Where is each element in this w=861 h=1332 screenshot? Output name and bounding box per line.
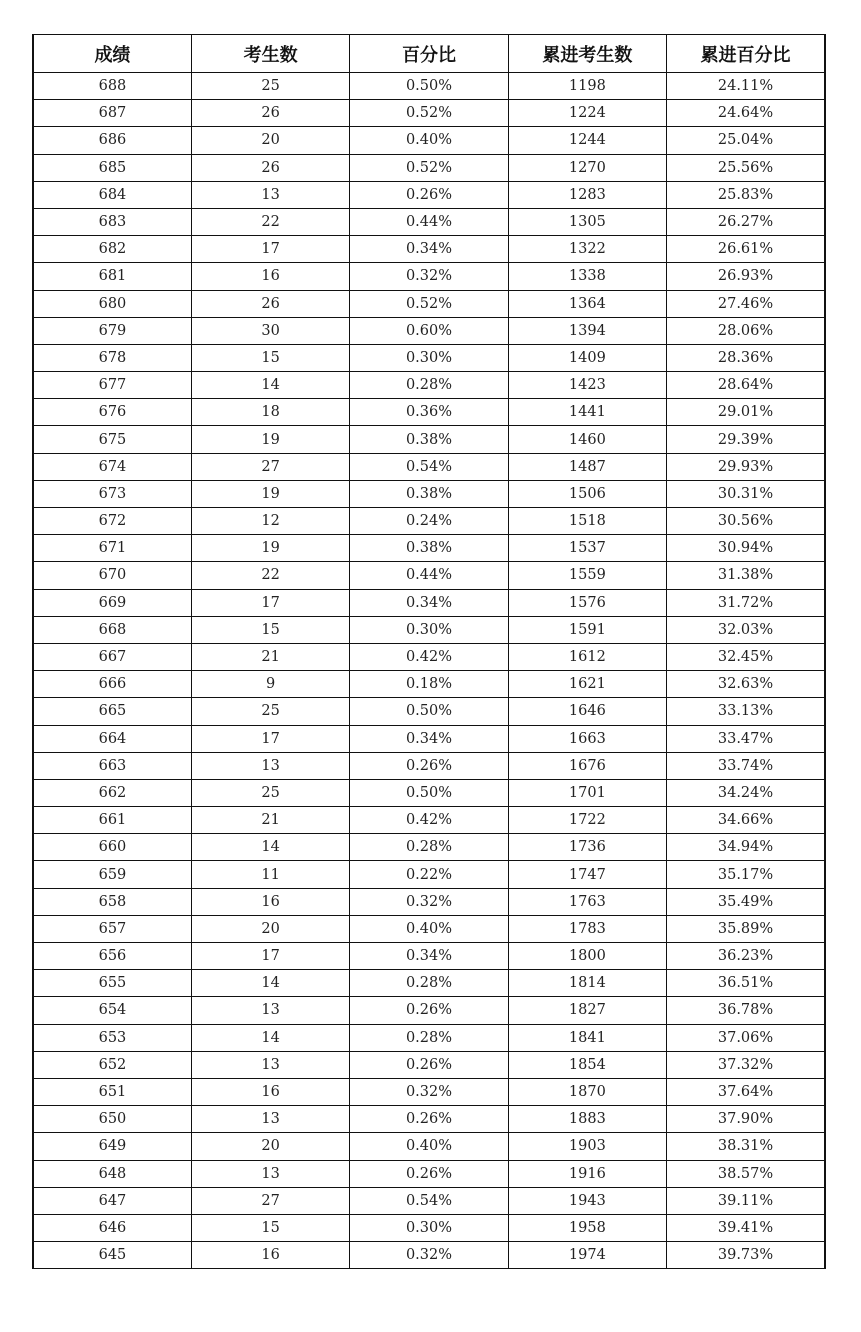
- count-cell: 13: [191, 1106, 349, 1133]
- table-row: [33, 1133, 825, 1160]
- count-cell: 25: [191, 73, 349, 100]
- cumulative-percent-cell: 33.47%: [667, 725, 825, 752]
- cumulative-percent-cell: 36.51%: [667, 970, 825, 997]
- percent-cell: 0.26%: [350, 1160, 508, 1187]
- percent-cell: 0.50%: [350, 73, 508, 100]
- cumulative-percent-cell: 39.73%: [667, 1242, 825, 1269]
- cumulative-count-cell: 1338: [508, 263, 666, 290]
- cumulative-count-cell: 1870: [508, 1078, 666, 1105]
- count-cell: 14: [191, 372, 349, 399]
- cumulative-count-cell: 1676: [508, 752, 666, 779]
- count-cell: 27: [191, 1187, 349, 1214]
- percent-cell: 0.42%: [350, 807, 508, 834]
- cumulative-percent-cell: 34.66%: [667, 807, 825, 834]
- table-row: [33, 1214, 825, 1241]
- score-cell: 656: [33, 943, 191, 970]
- cumulative-count-cell: 1800: [508, 943, 666, 970]
- percent-cell: 0.28%: [350, 372, 508, 399]
- table-row: [33, 915, 825, 942]
- cumulative-percent-cell: 33.13%: [667, 698, 825, 725]
- score-cell: 672: [33, 508, 191, 535]
- table-row: [33, 508, 825, 535]
- cumulative-percent-cell: 37.32%: [667, 1051, 825, 1078]
- table-row: [33, 372, 825, 399]
- cumulative-count-cell: 1460: [508, 426, 666, 453]
- cumulative-percent-cell: 26.27%: [667, 208, 825, 235]
- cumulative-count-cell: 1722: [508, 807, 666, 834]
- table-row: [33, 535, 825, 562]
- table-row: [33, 181, 825, 208]
- score-cell: 657: [33, 915, 191, 942]
- cumulative-percent-cell: 28.36%: [667, 344, 825, 371]
- cumulative-count-cell: 1506: [508, 480, 666, 507]
- cumulative-percent-cell: 32.63%: [667, 671, 825, 698]
- percent-cell: 0.26%: [350, 752, 508, 779]
- count-cell: 16: [191, 1078, 349, 1105]
- cumulative-percent-cell: 36.23%: [667, 943, 825, 970]
- count-cell: 21: [191, 643, 349, 670]
- count-cell: 22: [191, 562, 349, 589]
- score-cell: 667: [33, 643, 191, 670]
- count-cell: 13: [191, 752, 349, 779]
- count-cell: 14: [191, 834, 349, 861]
- cumulative-count-cell: 1198: [508, 73, 666, 100]
- cumulative-count-cell: 1576: [508, 589, 666, 616]
- percent-cell: 0.40%: [350, 915, 508, 942]
- score-cell: 675: [33, 426, 191, 453]
- cumulative-percent-cell: 34.24%: [667, 779, 825, 806]
- table-row: [33, 888, 825, 915]
- score-cell: 688: [33, 73, 191, 100]
- score-cell: 655: [33, 970, 191, 997]
- cumulative-count-cell: 1854: [508, 1051, 666, 1078]
- table-row: [33, 100, 825, 127]
- score-cell: 671: [33, 535, 191, 562]
- cumulative-percent-cell: 31.72%: [667, 589, 825, 616]
- cumulative-percent-cell: 31.38%: [667, 562, 825, 589]
- percent-cell: 0.26%: [350, 1051, 508, 1078]
- score-cell: 659: [33, 861, 191, 888]
- cumulative-percent-cell: 35.89%: [667, 915, 825, 942]
- score-cell: 687: [33, 100, 191, 127]
- count-cell: 26: [191, 100, 349, 127]
- cumulative-percent-cell: 34.94%: [667, 834, 825, 861]
- table-row: [33, 698, 825, 725]
- score-cell: 681: [33, 263, 191, 290]
- count-cell: 26: [191, 154, 349, 181]
- percent-cell: 0.28%: [350, 1024, 508, 1051]
- cumulative-count-cell: 1409: [508, 344, 666, 371]
- cumulative-count-cell: 1827: [508, 997, 666, 1024]
- percent-cell: 0.32%: [350, 1078, 508, 1105]
- count-cell: 19: [191, 480, 349, 507]
- cumulative-percent-cell: 29.01%: [667, 399, 825, 426]
- header-count: 考生数: [191, 35, 349, 73]
- score-cell: 666: [33, 671, 191, 698]
- percent-cell: 0.40%: [350, 1133, 508, 1160]
- cumulative-percent-cell: 28.64%: [667, 372, 825, 399]
- percent-cell: 0.30%: [350, 344, 508, 371]
- percent-cell: 0.24%: [350, 508, 508, 535]
- score-cell: 674: [33, 453, 191, 480]
- percent-cell: 0.28%: [350, 834, 508, 861]
- count-cell: 9: [191, 671, 349, 698]
- header-cumulative-percent: 累进百分比: [667, 35, 825, 73]
- table-row: [33, 426, 825, 453]
- cumulative-percent-cell: 33.74%: [667, 752, 825, 779]
- percent-cell: 0.18%: [350, 671, 508, 698]
- percent-cell: 0.44%: [350, 562, 508, 589]
- percent-cell: 0.60%: [350, 317, 508, 344]
- count-cell: 13: [191, 997, 349, 1024]
- percent-cell: 0.34%: [350, 725, 508, 752]
- percent-cell: 0.52%: [350, 290, 508, 317]
- count-cell: 13: [191, 1051, 349, 1078]
- percent-cell: 0.36%: [350, 399, 508, 426]
- score-cell: 686: [33, 127, 191, 154]
- header-cumulative-count: 累进考生数: [508, 35, 666, 73]
- table-row: [33, 1242, 825, 1269]
- count-cell: 14: [191, 970, 349, 997]
- cumulative-percent-cell: 39.41%: [667, 1214, 825, 1241]
- percent-cell: 0.44%: [350, 208, 508, 235]
- table-row: [33, 208, 825, 235]
- cumulative-count-cell: 1394: [508, 317, 666, 344]
- table-row: [33, 263, 825, 290]
- count-cell: 17: [191, 943, 349, 970]
- cumulative-count-cell: 1322: [508, 236, 666, 263]
- score-cell: 651: [33, 1078, 191, 1105]
- score-cell: 658: [33, 888, 191, 915]
- table-row: [33, 1106, 825, 1133]
- percent-cell: 0.54%: [350, 453, 508, 480]
- percent-cell: 0.22%: [350, 861, 508, 888]
- cumulative-count-cell: 1663: [508, 725, 666, 752]
- cumulative-count-cell: 1916: [508, 1160, 666, 1187]
- count-cell: 15: [191, 344, 349, 371]
- table-row: [33, 73, 825, 100]
- percent-cell: 0.28%: [350, 970, 508, 997]
- table-row: [33, 807, 825, 834]
- score-cell: 680: [33, 290, 191, 317]
- count-cell: 17: [191, 725, 349, 752]
- count-cell: 16: [191, 263, 349, 290]
- table-row: [33, 453, 825, 480]
- percent-cell: 0.52%: [350, 154, 508, 181]
- score-cell: 665: [33, 698, 191, 725]
- table-row: [33, 1160, 825, 1187]
- count-cell: 11: [191, 861, 349, 888]
- table-row: [33, 834, 825, 861]
- table-row: [33, 290, 825, 317]
- count-cell: 19: [191, 535, 349, 562]
- score-distribution-table: [32, 34, 826, 1269]
- count-cell: 25: [191, 779, 349, 806]
- percent-cell: 0.52%: [350, 100, 508, 127]
- count-cell: 26: [191, 290, 349, 317]
- table-row: [33, 1078, 825, 1105]
- table-row: [33, 725, 825, 752]
- table-row: [33, 589, 825, 616]
- count-cell: 14: [191, 1024, 349, 1051]
- cumulative-count-cell: 1763: [508, 888, 666, 915]
- cumulative-count-cell: 1883: [508, 1106, 666, 1133]
- cumulative-count-cell: 1270: [508, 154, 666, 181]
- score-cell: 647: [33, 1187, 191, 1214]
- cumulative-percent-cell: 25.56%: [667, 154, 825, 181]
- cumulative-percent-cell: 38.31%: [667, 1133, 825, 1160]
- percent-cell: 0.38%: [350, 480, 508, 507]
- table-row: [33, 861, 825, 888]
- count-cell: 22: [191, 208, 349, 235]
- cumulative-percent-cell: 38.57%: [667, 1160, 825, 1187]
- cumulative-percent-cell: 29.39%: [667, 426, 825, 453]
- score-cell: 679: [33, 317, 191, 344]
- count-cell: 19: [191, 426, 349, 453]
- cumulative-count-cell: 1283: [508, 181, 666, 208]
- table-body: [33, 73, 825, 1269]
- table-row: [33, 1051, 825, 1078]
- table-row: [33, 671, 825, 698]
- cumulative-percent-cell: 37.64%: [667, 1078, 825, 1105]
- score-cell: 684: [33, 181, 191, 208]
- cumulative-percent-cell: 25.83%: [667, 181, 825, 208]
- percent-cell: 0.26%: [350, 181, 508, 208]
- cumulative-count-cell: 1974: [508, 1242, 666, 1269]
- percent-cell: 0.50%: [350, 779, 508, 806]
- score-cell: 676: [33, 399, 191, 426]
- count-cell: 13: [191, 181, 349, 208]
- header-percent: 百分比: [350, 35, 508, 73]
- percent-cell: 0.26%: [350, 1106, 508, 1133]
- table-row: [33, 779, 825, 806]
- cumulative-percent-cell: 36.78%: [667, 997, 825, 1024]
- cumulative-count-cell: 1903: [508, 1133, 666, 1160]
- percent-cell: 0.38%: [350, 535, 508, 562]
- cumulative-percent-cell: 35.49%: [667, 888, 825, 915]
- cumulative-percent-cell: 37.06%: [667, 1024, 825, 1051]
- count-cell: 15: [191, 1214, 349, 1241]
- percent-cell: 0.50%: [350, 698, 508, 725]
- score-cell: 673: [33, 480, 191, 507]
- score-cell: 648: [33, 1160, 191, 1187]
- percent-cell: 0.42%: [350, 643, 508, 670]
- cumulative-percent-cell: 30.94%: [667, 535, 825, 562]
- score-cell: 660: [33, 834, 191, 861]
- count-cell: 13: [191, 1160, 349, 1187]
- count-cell: 16: [191, 888, 349, 915]
- cumulative-count-cell: 1701: [508, 779, 666, 806]
- cumulative-count-cell: 1305: [508, 208, 666, 235]
- percent-cell: 0.54%: [350, 1187, 508, 1214]
- cumulative-count-cell: 1736: [508, 834, 666, 861]
- percent-cell: 0.38%: [350, 426, 508, 453]
- percent-cell: 0.40%: [350, 127, 508, 154]
- cumulative-count-cell: 1364: [508, 290, 666, 317]
- header-row: [33, 35, 825, 73]
- cumulative-count-cell: 1441: [508, 399, 666, 426]
- percent-cell: 0.34%: [350, 943, 508, 970]
- table-row: [33, 752, 825, 779]
- count-cell: 21: [191, 807, 349, 834]
- table-row: [33, 344, 825, 371]
- cumulative-percent-cell: 27.46%: [667, 290, 825, 317]
- percent-cell: 0.30%: [350, 1214, 508, 1241]
- header-score: 成绩: [33, 35, 191, 73]
- count-cell: 25: [191, 698, 349, 725]
- count-cell: 20: [191, 127, 349, 154]
- cumulative-percent-cell: 32.45%: [667, 643, 825, 670]
- percent-cell: 0.30%: [350, 616, 508, 643]
- table-row: [33, 616, 825, 643]
- score-cell: 646: [33, 1214, 191, 1241]
- cumulative-count-cell: 1783: [508, 915, 666, 942]
- score-cell: 682: [33, 236, 191, 263]
- percent-cell: 0.34%: [350, 236, 508, 263]
- score-cell: 649: [33, 1133, 191, 1160]
- score-cell: 645: [33, 1242, 191, 1269]
- count-cell: 17: [191, 589, 349, 616]
- count-cell: 20: [191, 915, 349, 942]
- table-row: [33, 997, 825, 1024]
- score-cell: 653: [33, 1024, 191, 1051]
- cumulative-count-cell: 1747: [508, 861, 666, 888]
- cumulative-count-cell: 1612: [508, 643, 666, 670]
- score-cell: 650: [33, 1106, 191, 1133]
- cumulative-percent-cell: 29.93%: [667, 453, 825, 480]
- cumulative-count-cell: 1423: [508, 372, 666, 399]
- count-cell: 27: [191, 453, 349, 480]
- percent-cell: 0.26%: [350, 997, 508, 1024]
- count-cell: 30: [191, 317, 349, 344]
- count-cell: 20: [191, 1133, 349, 1160]
- table-row: [33, 943, 825, 970]
- cumulative-percent-cell: 25.04%: [667, 127, 825, 154]
- score-cell: 670: [33, 562, 191, 589]
- cumulative-percent-cell: 35.17%: [667, 861, 825, 888]
- score-cell: 654: [33, 997, 191, 1024]
- cumulative-count-cell: 1958: [508, 1214, 666, 1241]
- score-cell: 662: [33, 779, 191, 806]
- cumulative-percent-cell: 26.93%: [667, 263, 825, 290]
- cumulative-percent-cell: 24.11%: [667, 73, 825, 100]
- cumulative-percent-cell: 28.06%: [667, 317, 825, 344]
- table-row: [33, 1187, 825, 1214]
- table-row: [33, 399, 825, 426]
- cumulative-percent-cell: 30.56%: [667, 508, 825, 535]
- cumulative-count-cell: 1518: [508, 508, 666, 535]
- score-cell: 668: [33, 616, 191, 643]
- percent-cell: 0.32%: [350, 263, 508, 290]
- table-row: [33, 236, 825, 263]
- cumulative-count-cell: 1841: [508, 1024, 666, 1051]
- score-cell: 685: [33, 154, 191, 181]
- score-cell: 683: [33, 208, 191, 235]
- table-row: [33, 643, 825, 670]
- cumulative-percent-cell: 30.31%: [667, 480, 825, 507]
- cumulative-percent-cell: 39.11%: [667, 1187, 825, 1214]
- score-cell: 652: [33, 1051, 191, 1078]
- score-cell: 663: [33, 752, 191, 779]
- cumulative-count-cell: 1224: [508, 100, 666, 127]
- cumulative-percent-cell: 24.64%: [667, 100, 825, 127]
- cumulative-percent-cell: 32.03%: [667, 616, 825, 643]
- count-cell: 18: [191, 399, 349, 426]
- percent-cell: 0.32%: [350, 1242, 508, 1269]
- cumulative-percent-cell: 37.90%: [667, 1106, 825, 1133]
- table-header: [33, 35, 825, 73]
- table-row: [33, 1024, 825, 1051]
- cumulative-count-cell: 1621: [508, 671, 666, 698]
- cumulative-count-cell: 1591: [508, 616, 666, 643]
- score-cell: 677: [33, 372, 191, 399]
- percent-cell: 0.32%: [350, 888, 508, 915]
- cumulative-percent-cell: 26.61%: [667, 236, 825, 263]
- cumulative-count-cell: 1537: [508, 535, 666, 562]
- count-cell: 17: [191, 236, 349, 263]
- table-row: [33, 317, 825, 344]
- cumulative-count-cell: 1559: [508, 562, 666, 589]
- percent-cell: 0.34%: [350, 589, 508, 616]
- count-cell: 16: [191, 1242, 349, 1269]
- count-cell: 12: [191, 508, 349, 535]
- table-row: [33, 154, 825, 181]
- cumulative-count-cell: 1943: [508, 1187, 666, 1214]
- score-cell: 661: [33, 807, 191, 834]
- table-row: [33, 480, 825, 507]
- table-row: [33, 562, 825, 589]
- cumulative-count-cell: 1814: [508, 970, 666, 997]
- cumulative-count-cell: 1244: [508, 127, 666, 154]
- table-row: [33, 970, 825, 997]
- table-row: [33, 127, 825, 154]
- cumulative-count-cell: 1646: [508, 698, 666, 725]
- score-cell: 678: [33, 344, 191, 371]
- count-cell: 15: [191, 616, 349, 643]
- cumulative-count-cell: 1487: [508, 453, 666, 480]
- score-cell: 669: [33, 589, 191, 616]
- score-cell: 664: [33, 725, 191, 752]
